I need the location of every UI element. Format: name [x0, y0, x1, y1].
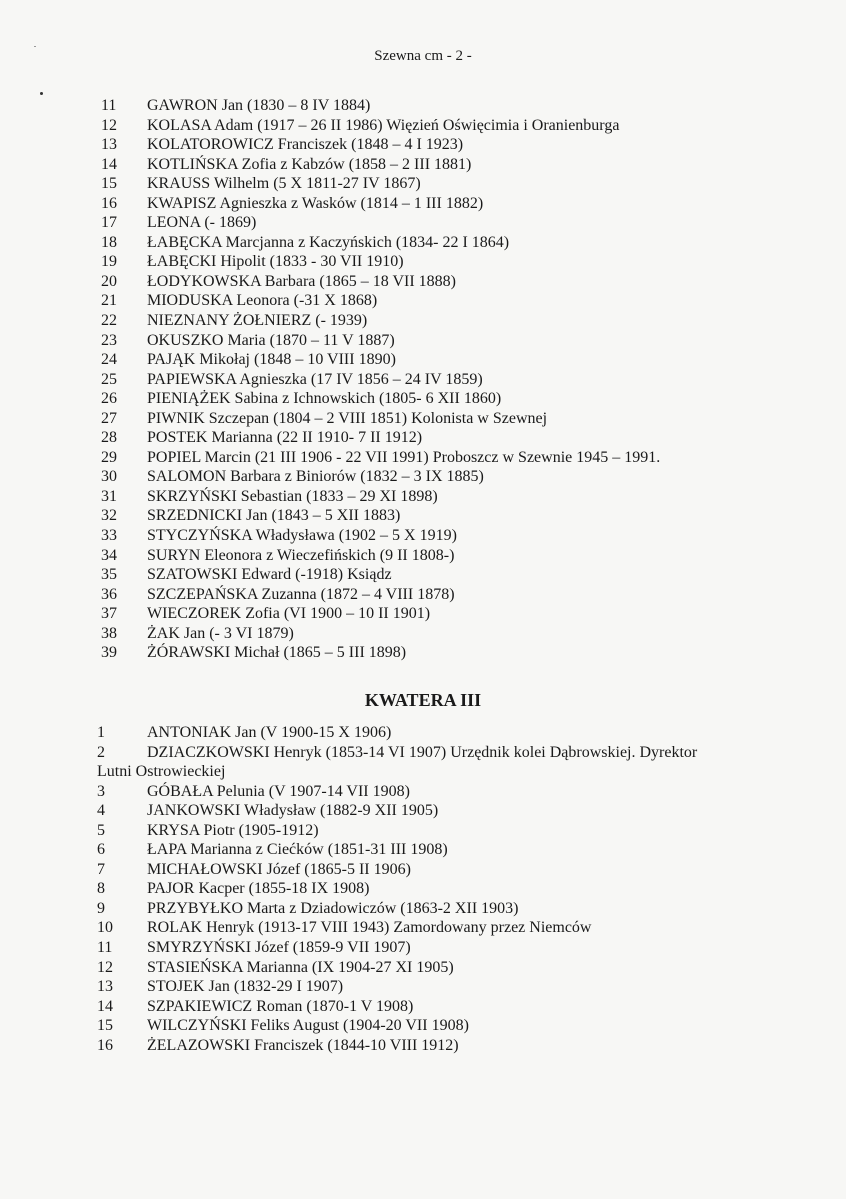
entry-number: 39: [101, 644, 117, 662]
list-item: [0, 918, 846, 938]
list-item: [0, 350, 846, 370]
entry-text: ŻAK Jan (- 3 VI 1879): [147, 624, 294, 642]
entry-text: NIEZNANY ŻOŁNIERZ (- 1939): [147, 312, 368, 330]
entry-number: 2: [97, 743, 105, 761]
list-item: [0, 194, 846, 214]
entry-number: 20: [101, 272, 117, 290]
entry-text: PAPIEWSKA Agnieszka (17 IV 1856 – 24 IV 1859): [147, 370, 483, 388]
list-item: [0, 977, 846, 997]
entry-text: SMYRZYŃSKI Józef (1859-9 VII 1907): [147, 939, 411, 957]
entry-number: 13: [101, 136, 117, 154]
entry-text: ŁAPA Marianna z Ciećków (1851-31 III 1908): [147, 841, 448, 859]
entry-text: STOJEK Jan (1832-29 I 1907): [147, 978, 344, 996]
entry-number: 30: [101, 468, 117, 486]
list-item: [0, 467, 846, 487]
entry-number: 11: [101, 97, 117, 114]
list-item: [0, 526, 846, 546]
entry-number: 8: [97, 880, 105, 898]
entry-number: 13: [97, 978, 113, 996]
entry-text: SKRZYŃSKI Sebastian (1833 – 29 XI 1898): [147, 487, 438, 505]
entry-number: 16: [97, 1036, 113, 1054]
entry-number: 35: [101, 566, 117, 584]
entry-number: 15: [97, 1017, 113, 1035]
list-item: [0, 213, 846, 233]
entry-text: SRZEDNICKI Jan (1843 – 5 XII 1883): [147, 507, 401, 525]
entry-number: 22: [101, 312, 117, 330]
scan-speck: [40, 92, 43, 95]
entry-number: 17: [101, 214, 117, 232]
list-item: [0, 624, 846, 644]
entry-text: KRYSA Piotr (1905-1912): [147, 821, 319, 839]
entry-text: LEONA (- 1869): [147, 214, 257, 232]
list-item: [0, 389, 846, 409]
list-item: [0, 840, 846, 860]
entry-text: JANKOWSKI Władysław (1882-9 XII 1905): [147, 802, 439, 820]
list-item: [0, 821, 846, 841]
list-item: [0, 252, 846, 272]
entry-text: OKUSZKO Maria (1870 – 11 V 1887): [147, 331, 395, 349]
list-item: [0, 487, 846, 507]
entry-text: KRAUSS Wilhelm (5 X 1811-27 IV 1867): [147, 175, 421, 193]
entry-number: 5: [97, 821, 105, 839]
list-item: [0, 958, 846, 978]
entry-number: 7: [97, 860, 105, 878]
list-item: [0, 311, 846, 331]
entry-text: PAJOR Kacper (1855-18 IX 1908): [147, 880, 370, 898]
list-item: [0, 643, 846, 663]
list-item: [0, 428, 846, 448]
entry-text: ŁODYKOWSKA Barbara (1865 – 18 VII 1888): [147, 272, 456, 290]
list-item: [0, 546, 846, 566]
list-item: [0, 272, 846, 292]
entry-text: KOLASA Adam (1917 – 26 II 1986) Więzień Oświęcimia i Oranienburga: [147, 116, 620, 134]
entry-number: 12: [97, 958, 113, 976]
entry-number: 3: [97, 782, 105, 800]
entry-text: PAJĄK Mikołaj (1848 – 10 VIII 1890): [147, 351, 396, 369]
entry-text: ŻELAZOWSKI Franciszek (1844-10 VIII 1912): [147, 1036, 459, 1054]
list-item: [0, 565, 846, 585]
entry-text: KWAPISZ Agnieszka z Wasków (1814 – 1 III 1882): [147, 194, 484, 212]
entry-text: STYCZYŃSKA Władysława (1902 – 5 X 1919): [147, 527, 457, 545]
entry-number: 14: [97, 997, 113, 1015]
list-item: [0, 938, 846, 958]
entry-number: 33: [101, 527, 117, 545]
entry-number: 4: [97, 802, 105, 820]
entry-number: 27: [101, 409, 117, 427]
entry-list-section-1: [0, 96, 846, 663]
entry-text: SZPAKIEWICZ Roman (1870-1 V 1908): [147, 997, 414, 1015]
list-item: [0, 899, 846, 919]
entry-number: 36: [101, 585, 117, 603]
entry-text: ŁABĘCKI Hipolit (1833 - 30 VII 1910): [147, 253, 404, 271]
entry-text: SZCZEPAŃSKA Zuzanna (1872 – 4 VIII 1878): [147, 585, 455, 603]
list-item: [0, 331, 846, 351]
entry-text: KOTLIŃSKA Zofia z Kabzów (1858 – 2 III 1881): [147, 155, 472, 173]
entry-number: 10: [97, 919, 113, 937]
list-item: [0, 860, 846, 880]
list-item: [0, 782, 846, 802]
entry-number: 34: [101, 546, 117, 564]
list-item: [0, 409, 846, 429]
list-item: [0, 801, 846, 821]
entry-text: ŻÓRAWSKI Michał (1865 – 5 III 1898): [147, 644, 407, 662]
entry-number: 6: [97, 841, 105, 859]
entry-text: STASIEŃSKA Marianna (IX 1904-27 XI 1905): [147, 958, 454, 976]
list-item: [0, 743, 846, 763]
list-item: [0, 116, 846, 136]
list-item: [0, 723, 846, 743]
list-item: [0, 174, 846, 194]
list-item: [0, 135, 846, 155]
scan-speck: [34, 46, 36, 47]
list-item: [0, 879, 846, 899]
list-item: [0, 997, 846, 1017]
entry-text: PIENIĄŻEK Sabina z Ichnowskich (1805- 6 XII 1860): [147, 390, 502, 408]
entry-text: GÓBAŁA Pelunia (V 1907-14 VII 1908): [147, 782, 410, 800]
entry-text: POSTEK Marianna (22 II 1910- 7 II 1912): [147, 429, 423, 447]
page-header: Szewna cm - 2 -: [374, 48, 472, 64]
entry-number: 28: [101, 429, 117, 447]
list-item: [0, 448, 846, 468]
entry-number: 14: [101, 155, 117, 173]
entry-number: 25: [101, 370, 117, 388]
entry-text: ROLAK Henryk (1913-17 VIII 1943) Zamordowany przez Niemców: [147, 919, 592, 937]
entry-number: 18: [101, 233, 117, 251]
entry-number: 26: [101, 390, 117, 408]
entry-number: 11: [97, 939, 113, 957]
entry-text-continuation: Lutni Ostrowieckiej: [97, 763, 226, 781]
entry-number: 29: [101, 448, 117, 466]
entry-text: ANTONIAK Jan (V 1900-15 X 1906): [147, 724, 392, 741]
entry-number: 24: [101, 351, 117, 369]
entry-text: WIECZOREK Zofia (VI 1900 – 10 II 1901): [147, 605, 431, 623]
entry-text: POPIEL Marcin (21 III 1906 - 22 VII 1991) Proboszcz w Szewnie 1945 – 1991.: [147, 448, 661, 466]
entry-number: 38: [101, 624, 117, 642]
list-item: [0, 233, 846, 253]
entry-text: PIWNIK Szczepan (1804 – 2 VIII 1851) Kolonista w Szewnej: [147, 409, 548, 427]
entry-text: MICHAŁOWSKI Józef (1865-5 II 1906): [147, 860, 411, 878]
entry-text: ŁABĘCKA Marcjanna z Kaczyńskich (1834- 22 I 1864): [147, 233, 510, 251]
entry-text: MIODUSKA Leonora (-31 X 1868): [147, 292, 378, 310]
entry-number: 32: [101, 507, 117, 525]
list-item: [0, 1036, 846, 1056]
list-item: [0, 96, 846, 116]
entry-list-section-2: [0, 723, 846, 1055]
list-item: [0, 506, 846, 526]
entry-number: 9: [97, 899, 105, 917]
entry-text: GAWRON Jan (1830 – 8 IV 1884): [147, 97, 371, 114]
list-item-continuation: [0, 762, 846, 782]
entry-text: SZATOWSKI Edward (-1918) Ksiądz: [147, 566, 392, 584]
list-item: [0, 604, 846, 624]
entry-text: SURYN Eleonora z Wieczefińskich (9 II 1808-): [147, 546, 455, 564]
entry-number: 21: [101, 292, 117, 310]
list-item: [0, 370, 846, 390]
entry-number: 23: [101, 331, 117, 349]
section-title: KWATERA III: [364, 690, 482, 710]
entry-text: KOLATOROWICZ Franciszek (1848 – 4 I 1923): [147, 136, 464, 154]
list-item: [0, 585, 846, 605]
list-item: [0, 1016, 846, 1036]
entry-number: 37: [101, 605, 117, 623]
entry-number: 31: [101, 487, 117, 505]
entry-number: 1: [97, 724, 105, 741]
entry-number: 15: [101, 175, 117, 193]
entry-number: 12: [101, 116, 117, 134]
entry-text: SALOMON Barbara z Biniorów (1832 – 3 IX 1885): [147, 468, 484, 486]
entry-text: PRZYBYŁKO Marta z Dziadowiczów (1863-2 XII 1903): [147, 899, 519, 917]
entry-number: 16: [101, 194, 117, 212]
entry-number: 19: [101, 253, 117, 271]
list-item: [0, 291, 846, 311]
entry-text: WILCZYŃSKI Feliks August (1904-20 VII 1908): [147, 1017, 469, 1035]
entry-text: DZIACZKOWSKI Henryk (1853-14 VI 1907) Urzędnik kolei Dąbrowskiej. Dyrektor: [147, 743, 698, 761]
list-item: [0, 155, 846, 175]
